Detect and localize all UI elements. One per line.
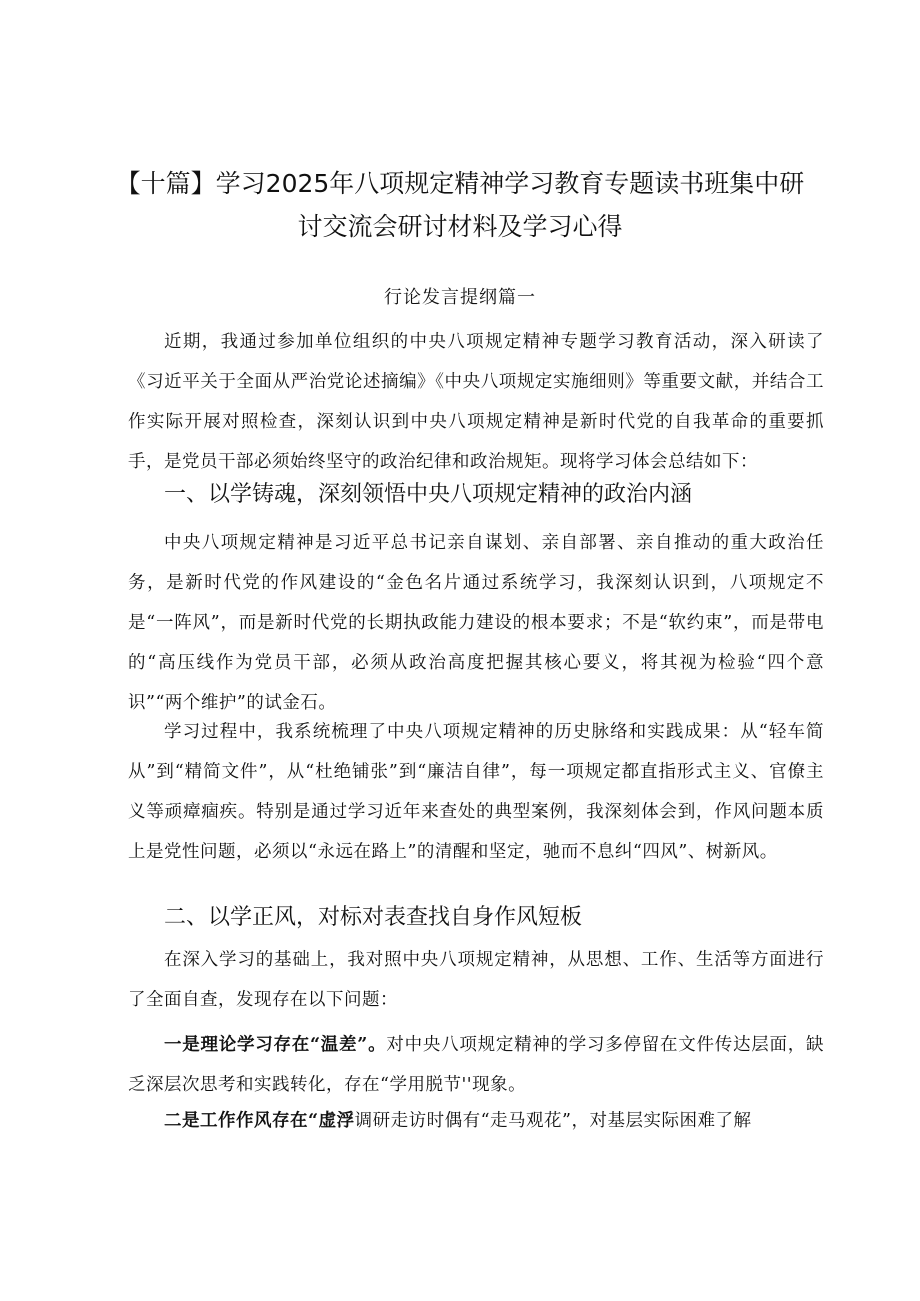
section-heading-2: 二、以学正风，对标对表查找自身作风短板 — [164, 905, 583, 930]
issue-2-lead: 二是工作作风存在“虚浮 — [164, 1111, 355, 1131]
issue-2-paragraph — [128, 1101, 824, 1141]
issue-1-lead: 一是理论学习存在“温差”。 — [164, 1035, 387, 1055]
section2-paragraph-1: 在深入学习的基础上，我对照中央八项规定精神，从思想、工作、生活等方面进行了全面自查，发现存在以下问题： — [128, 950, 824, 1010]
section-heading-1: 一、以学铸魂，深刻领悟中央八项规定精神的政治内涵 — [164, 482, 693, 507]
document-subtitle: 行论发言提纲篇一 — [384, 287, 536, 308]
document-title-line-1: 【十篇】学习2025年八项规定精神学习教育专题读书班集中研 — [115, 169, 805, 198]
issue-1-text: 对中央八项规定精神的学习多停留在文件传达层面，缺乏深层次思考和实践转化，存在“学用脱节''现象。 — [128, 1035, 825, 1095]
section1-paragraph-1: 中央八项规定精神是习近平总书记亲自谋划、亲自部署、亲自推动的重大政治任务，是新时代党的作风建设的“金色名片通过系统学习，我深刻认识到，八项规定不是“一阵风”，而是新时代党的长期执政能力建设的根本要求；不是“软约束”，而是带电的“高压线作为党员干部，必须从政治高度把握其核心要义，将其视为检验“四个意识”“两个维护”的试金石。 — [128, 533, 824, 713]
issue-2-text: 调研走访时偶有“走马观花”，对基层实际困难了解 — [354, 1111, 752, 1131]
intro-paragraph: 近期，我通过参加单位组织的中央八项规定精神专题学习教育活动，深入研读了《习近平关于全面从严治党论述摘编》《中央八项规定实施细则》等重要文献，并结合工作实际开展对照检查，深刻认识到中央八项规定精神是新时代党的自我革命的重要抓手，是党员干部必须始终坚守的政治纪律和政治规矩。现将学习体会总结如下： — [128, 332, 824, 472]
section1-paragraph-2: 学习过程中，我系统梳理了中央八项规定精神的历史脉络和实践成果：从“轻车简从”到“精简文件”，从“杜绝铺张”到“廉洁自律”，每一项规定都直指形式主义、官僚主义等顽瘴痼疾。特别是通过学习近年来查处的典型案例，我深刻体会到，作风问题本质上是党性问题，必须以“永远在路上”的清醒和坚定，驰而不息纠“四风”、树新风。 — [128, 722, 824, 862]
issue-1-paragraph — [128, 1025, 824, 1105]
document-title-line-2: 讨交流会研讨材料及学习心得 — [297, 212, 623, 241]
